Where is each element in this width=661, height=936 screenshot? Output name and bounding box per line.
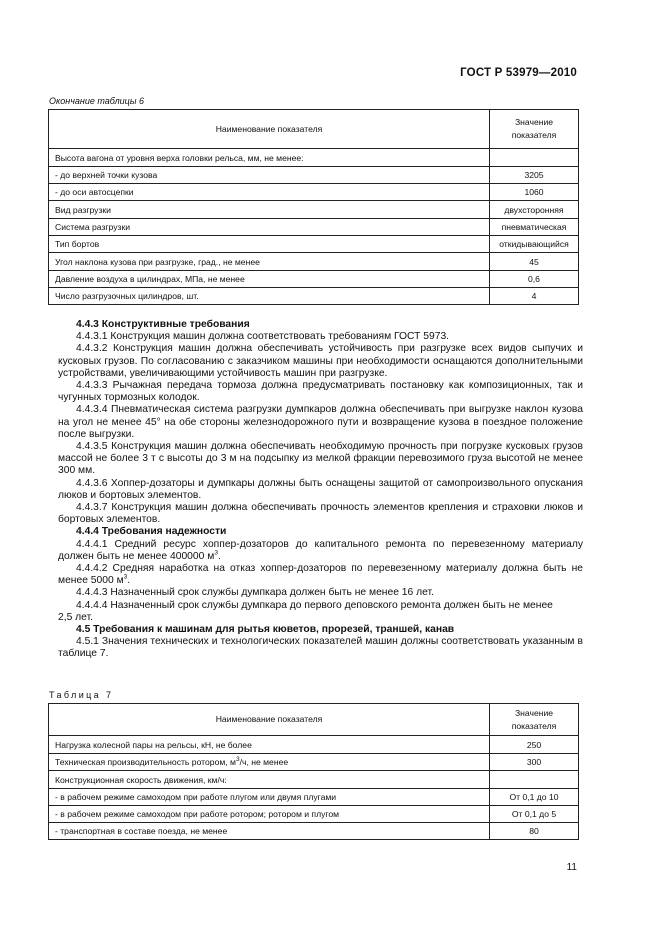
table6-header-value: Значение показателя [490,110,579,149]
paragraph: 4.4.3.3 Рычажная передача тормоза должна предусматривать постановку как композиционных, так и чугунных тормозных колодок. [58,380,583,404]
section-heading-4-4-3: 4.4.3 Конструктивные требования [76,319,250,330]
table-row: - до оси автосцепки 1060 [49,184,579,201]
paragraph: 4.4.3.4 Пневматическая система разгрузки думпкаров должна обеспечивать при выгрузке наклон кузова на угол не менее 45° на обе стороны железнодорожного пути и возвращение кузова в поездное положение после выгрузки. [58,404,583,440]
table-row: - в рабочем режиме самоходом при работе ротором; ротором и плугом От 0,1 до 5 [49,806,579,823]
standard-number: ГОСТ Р 53979—2010 [460,67,577,79]
table-row: - транспортная в составе поезда, не менее 80 [49,823,579,840]
paragraph: 4.4.4.4 Назначенный срок службы думпкара до первого деповского ремонта должен быть не менее [76,599,553,611]
paragraph: 4.4.3.5 Конструкция машин должна обеспечивать необходимую прочность при погрузке кусковых грузов массой не более 3 т с высоты до 3 м на подсыпку из мелкой фракции перевозимого груза высотой не менее 300 мм. [58,441,583,477]
table-6 [48,109,579,305]
page-number: 11 [566,862,577,873]
table6-caption: Окончание таблицы 6 [49,96,144,106]
table-row: - в рабочем режиме самоходом при работе плугом или двумя плугами От 0,1 до 10 [49,789,579,806]
paragraph: 4.4.4.3 Назначенный срок службы думпкара должен быть не менее 16 лет. [76,587,434,599]
section-heading-4-5: 4.5 Требования к машинам для рытья кюветов, прорезей, траншей, канав [76,624,455,636]
paragraph: 4.4.3.7 Конструкция машин должна обеспечивать прочность элементов крепления и страховки люков и бортовых элементов. [58,502,583,526]
table-row: Вид разгрузки двухсторонняя [49,201,579,219]
table-row: Угол наклона кузова при разгрузке, град., не менее 45 [49,253,579,271]
table-row: Число разгрузочных цилиндров, шт. 4 [49,288,579,305]
paragraph: 4.4.3.2 Конструкция машин должна обеспечивать устойчивость при разгрузке всех видов сыпучих и кусковых грузов. По согласованию с заказчиком машины при необходимости оснащаются дополнительными устройствами, увеличивающими устойчивость машин при разгрузке. [58,343,583,379]
table-row: Конструкционная скорость движения, км/ч: [49,771,579,789]
table-row: Система разгрузки пневматическая [49,219,579,236]
paragraph: 4.5.1 Значения технических и технологических показателей машин должны соответствовать указанным в таблице 7. [58,636,583,660]
table7-header-name: Наименование показателя [49,704,490,736]
table-row: Тип бортов откидывающийся [49,236,579,253]
section-heading-4-4-4: 4.4.4 Требования надежности [76,526,227,538]
paragraph: 4.4.4.2 Средняя наработка на отказ хоппер-дозаторов по перевезенному материалу должна быть не менее 5000 $м^3$. [58,563,583,587]
body-text [58,319,583,661]
table6-header-name: Наименование показателя [49,110,490,149]
paragraph: 4.4.3.1 Конструкция машин должна соответствовать требованиям ГОСТ 5973. [76,331,450,343]
paragraph-continuation: 2,5 лет. [58,611,94,623]
table-row: Давление воздуха в цилиндрах, МПа, не менее 0,6 [49,271,579,288]
paragraph: 4.4.4.1 Средний ресурс хоппер-дозаторов до капитального ремонта по перевезенному материалу должен быть не менее 400000 $м^3$. [58,538,583,562]
paragraph: 4.4.3.6 Хоппер-дозаторы и думпкары должны быть оснащены защитой от самопроизвольного опускания люков и бортовых элементов. [58,477,583,501]
table7-caption: Таблица 7 [49,690,114,700]
table-row: Нагрузка колесной пары на рельсы, кН, не более 250 [49,736,579,754]
table-row: - до верхней точки кузова 3205 [49,167,579,184]
table-7 [48,703,579,840]
table-row: Высота вагона от уровня верха головки рельса, мм, не менее: [49,149,579,167]
table7-header-value: Значение показателя [490,704,579,736]
table-row: Техническая производительность ротором, $м^3/ч$, не менее 300 [49,754,579,771]
